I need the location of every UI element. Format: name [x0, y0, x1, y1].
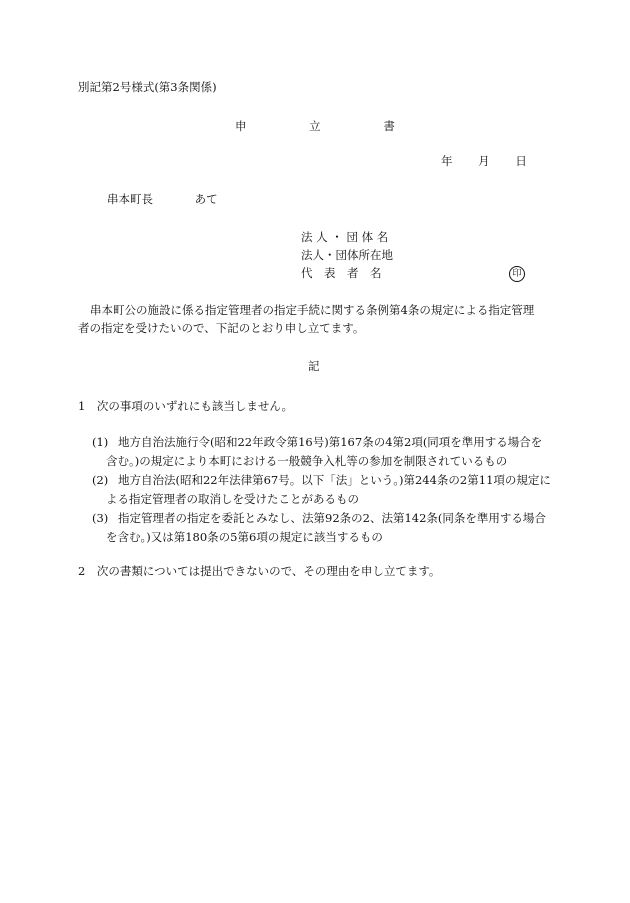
- form-header: 別記第2号様式(第3条関係): [78, 80, 217, 94]
- title-char-1: 申: [235, 119, 247, 133]
- date-line: [441, 156, 527, 168]
- applicant-name-label: 法 人 ・ 団 体 名: [301, 230, 389, 244]
- applicant-address-label: 法人・団体所在地: [301, 248, 393, 262]
- date-year: 年: [441, 154, 453, 168]
- section-1-heading: 1 次の事項のいずれにも該当しません。: [78, 399, 294, 413]
- addressee-suffix: あて: [194, 192, 218, 206]
- title-char-2: 立: [309, 119, 321, 133]
- item-line-1: 地方自治法施行令(昭和22年政令第16号)第167条の4第2項(同項を準用する場合を: [118, 435, 543, 449]
- title-char-3: 書: [383, 119, 395, 133]
- list-item: [92, 433, 557, 471]
- intro-line-2: 者の指定を受けたいので、下記のとおり申し立てます。: [78, 321, 365, 335]
- addressee-name: 串本町長: [107, 192, 153, 206]
- list-item: [92, 509, 557, 547]
- intro-paragraph: [78, 301, 553, 337]
- document-title: [235, 121, 395, 133]
- item-line-2: を含む。)又は第180条の5第6項の規定に該当するもの: [106, 530, 383, 544]
- representative-label: 代 表 者 名: [301, 266, 382, 280]
- item-line-2: よる指定管理者の取消しを受けたことがあるもの: [106, 492, 359, 506]
- section-2-heading: 2 次の書類については提出できないので、その理由を申し立てます。: [78, 564, 441, 578]
- seal-icon: 印: [509, 266, 525, 282]
- item-number: (2): [92, 473, 109, 487]
- date-day: 日: [515, 154, 527, 168]
- date-month: 月: [478, 154, 490, 168]
- addressee: [107, 194, 218, 206]
- item-number: (1): [92, 435, 109, 449]
- ki-heading: 記: [308, 359, 320, 373]
- intro-line-1: 串本町公の施設に係る指定管理者の指定手続に関する条例第4条の規定による指定管理: [90, 303, 535, 317]
- list-item: [92, 471, 557, 509]
- item-number: (3): [92, 511, 109, 525]
- item-line-1: 地方自治法(昭和22年法律第67号。以下「法」という。)第244条の2第11項の規定に: [118, 473, 551, 487]
- item-line-2: 含む。)の規定により本町における一般競争入札等の参加を制限されているもの: [106, 454, 508, 468]
- item-line-1: 指定管理者の指定を委託とみなし、法第92条の2、法第142条(同条を準用する場合: [118, 511, 546, 525]
